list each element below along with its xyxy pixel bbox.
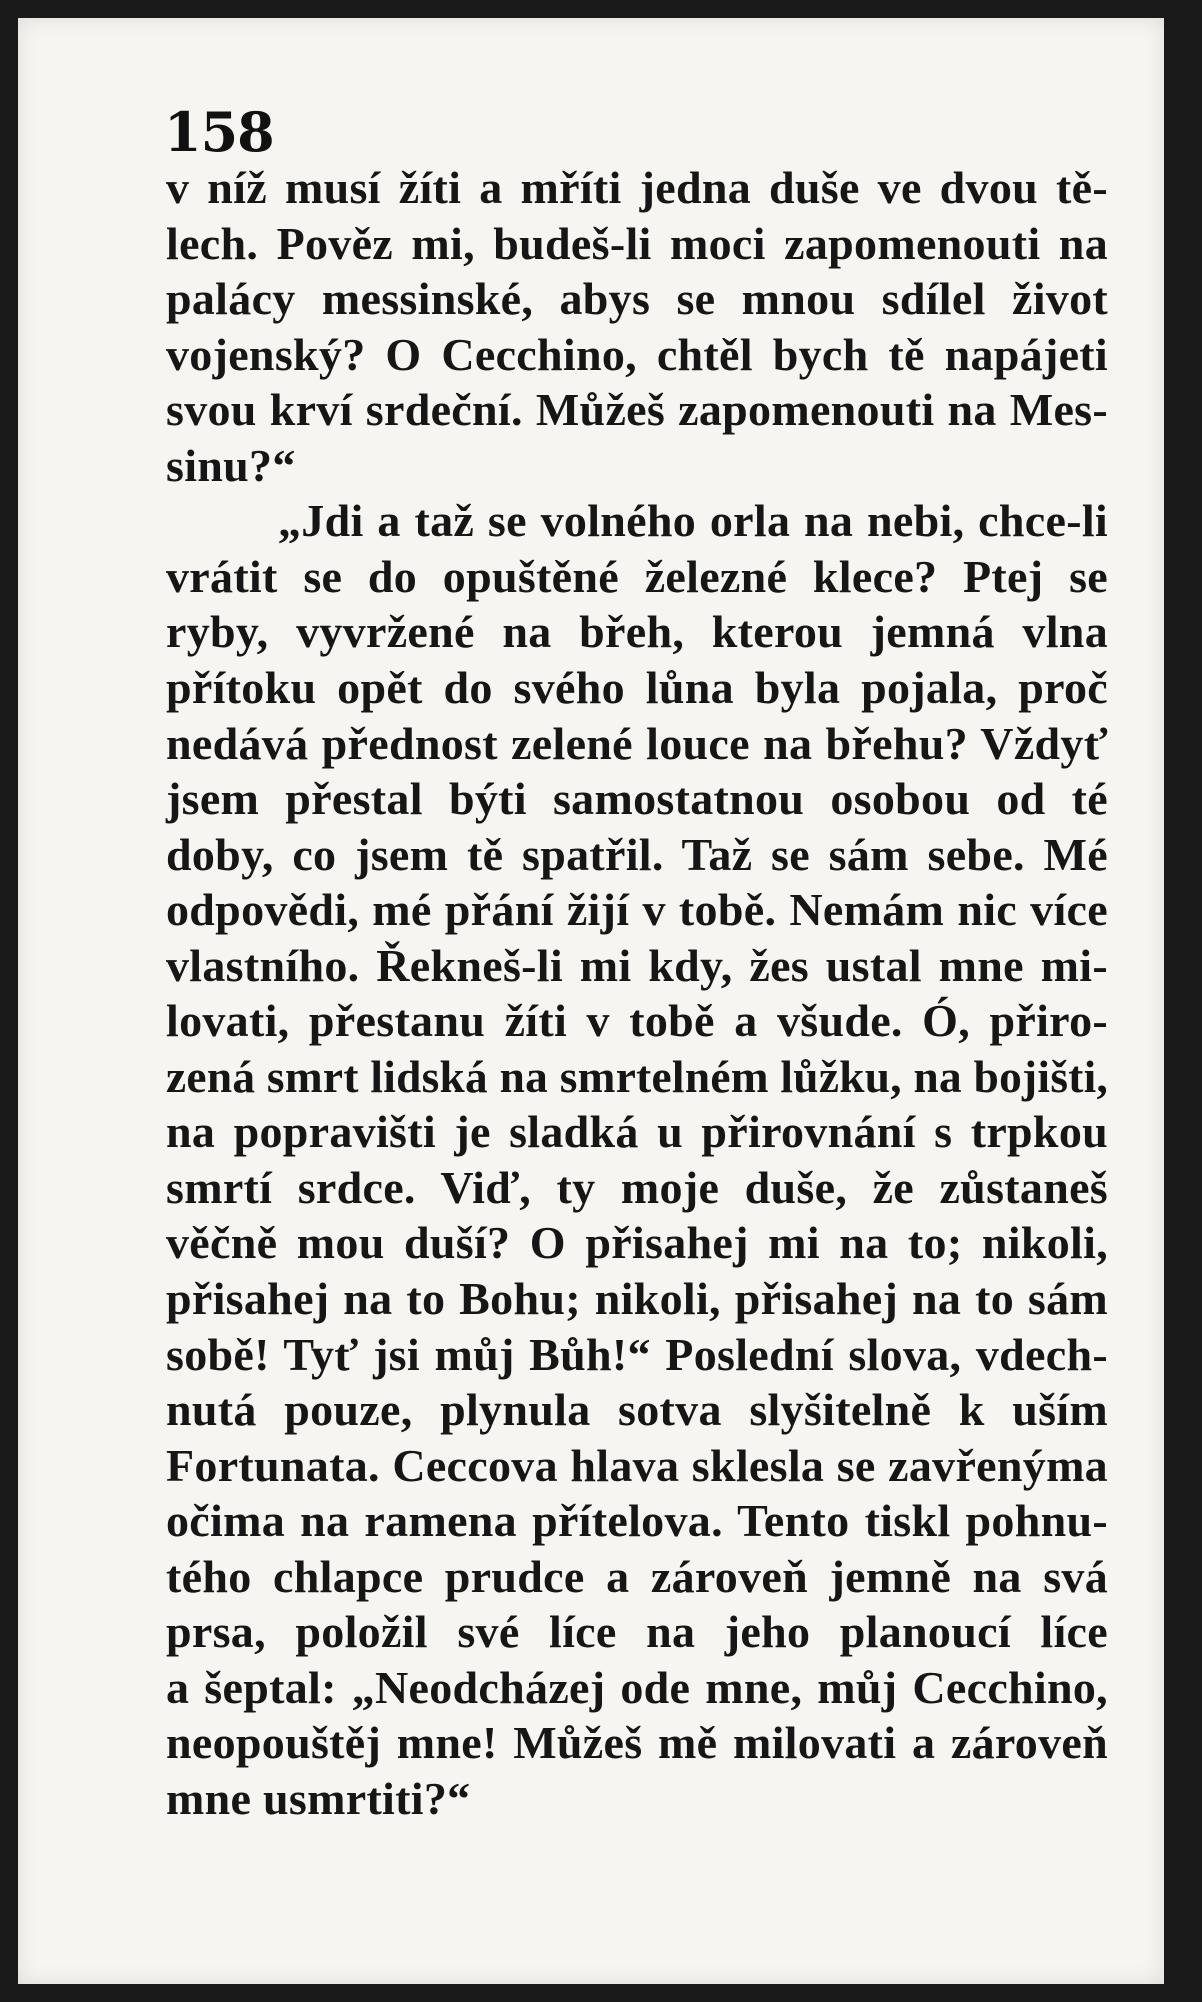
paragraph-first-line: „Jdi a taž se volného orla na nebi, chce-li <box>278 495 1108 547</box>
text-line: Fortunata. Ceccova hlava sklesla se zavřenýma <box>166 1439 1108 1491</box>
text-line: zená smrt lidská na smrtelném lůžku, na bojišti, <box>166 1050 1109 1102</box>
text-line: věčně mou duší? O přisahej mi na to; nikoli, <box>166 1217 1108 1269</box>
text-line: lovati, přestanu žíti v tobě a všude. Ó, přiro- <box>166 995 1108 1047</box>
text-line: sobě! Tyť jsi můj Bůh!“ Poslední slova, vdech- <box>166 1328 1108 1380</box>
text-line: přítoku opět do svého lůna byla pojala, proč <box>166 661 1108 713</box>
text-line: doby, co jsem tě spatřil. Taž se sám sebe. Mé <box>166 828 1108 880</box>
text-line: mne usmrtiti?“ <box>166 1773 471 1824</box>
text-line: přisahej na to Bohu; nikoli, přisahej na to sám <box>166 1273 1108 1325</box>
text-line: vrátit se do opuštěné železné klece? Ptej se <box>166 550 1108 602</box>
text-line: sinu?“ <box>166 439 296 491</box>
text-line: v níž musí žíti a mříti jedna duše ve dvou tě- <box>166 162 1108 213</box>
text-line: vlastního. Řekneš-li mi kdy, žes ustal mne mi- <box>166 939 1108 991</box>
text-line: palácy messinské, abys se mnou sdílel život <box>166 273 1108 325</box>
text-line: a šeptal: „Neodcházej ode mne, můj Cecchino, <box>166 1661 1108 1713</box>
text-line: nutá pouze, plynula sotva slyšitelně k uším <box>166 1384 1108 1436</box>
text-line: svou krví srdeční. Můžeš zapomenouti na Mes- <box>166 384 1108 436</box>
text-line: jsem přestal býti samostatnou osobou od té <box>166 773 1108 825</box>
book-page <box>18 18 1164 1984</box>
text-line: nedává přednost zelené louce na břehu? Vždyť <box>166 717 1108 769</box>
text-line: smrtí srdce. Viď, ty moje duše, že zůstaneš <box>166 1161 1108 1213</box>
page-number: 158 <box>164 100 274 164</box>
text-line: na popravišti je sladká u přirovnání s trpkou <box>166 1106 1108 1158</box>
text-line: lech. Pověz mi, budeš-li moci zapomenouti na <box>166 217 1108 269</box>
text-line: neopouštěj mne! Můžeš mě milovati a zároveň <box>166 1717 1108 1769</box>
text-line: ryby, vyvržené na břeh, kterou jemná vlna <box>166 606 1108 658</box>
text-line: prsa, položil své líce na jeho planoucí líce <box>166 1606 1108 1658</box>
text-line: odpovědi, mé přání žijí v tobě. Nemám nic více <box>166 884 1108 936</box>
text-line: tého chlapce prudce a zároveň jemně na svá <box>166 1550 1108 1602</box>
text-line: vojenský? O Cecchino, chtěl bych tě napájeti <box>166 328 1108 380</box>
text-line: očima na ramena přítelova. Tento tiskl pohnu- <box>166 1495 1108 1547</box>
